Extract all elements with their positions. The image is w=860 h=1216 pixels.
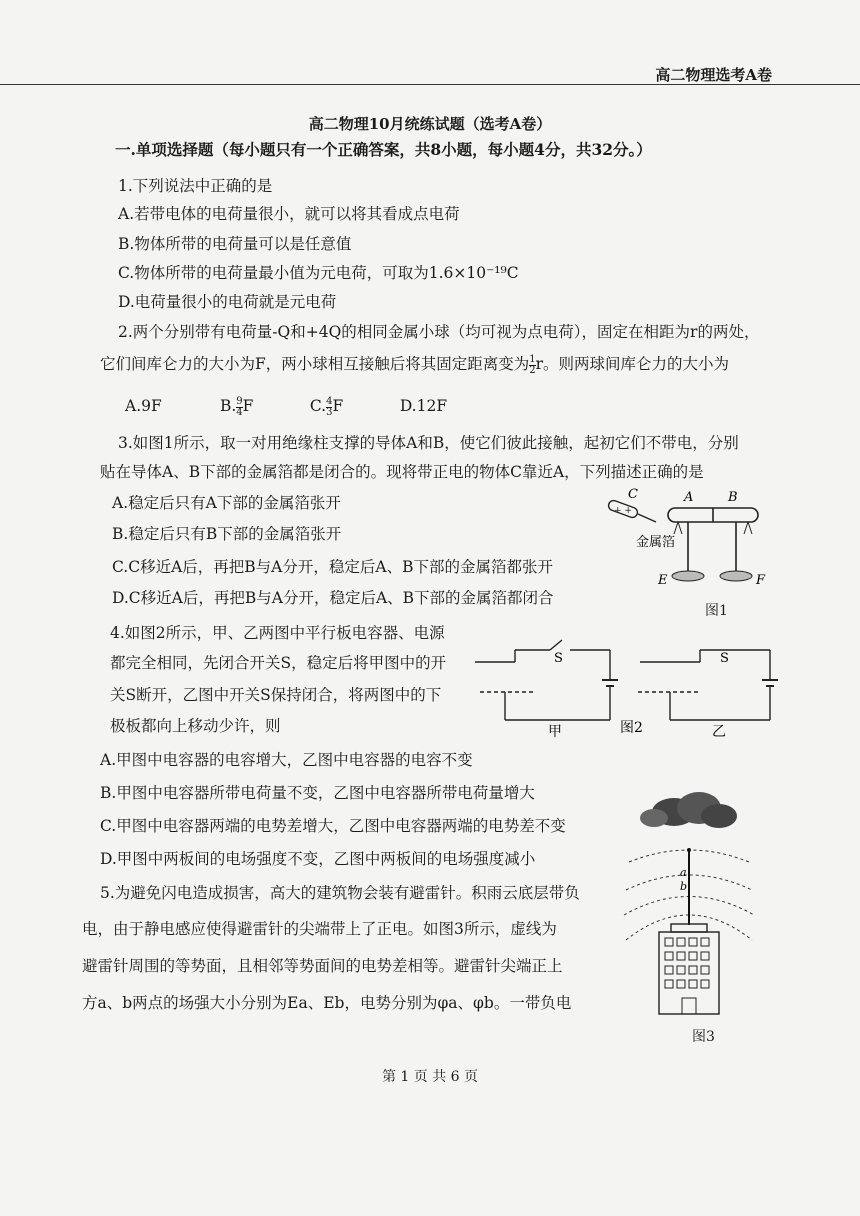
fig1-label-foil: 金属箔 — [636, 535, 676, 550]
q2-option-b — [220, 395, 305, 418]
foil-a — [674, 522, 682, 534]
fig3-caption: 图3 — [692, 1029, 715, 1045]
q1-option-a: A.若带电体的电荷量很小，就可以将其看成点电荷 — [118, 205, 460, 223]
q2-option-c-letter: C. — [309, 397, 327, 415]
q3-line1: 3.如图1所示，取一对用绝缘柱支撑的导体A和B，使它们彼此接触，起初它们不带电，分别 — [118, 434, 739, 452]
q5-line3: 避雷针周围的等势面，且相邻等势面间的电势差相等。避雷针尖端正上 — [82, 957, 563, 975]
q2-line2 — [100, 353, 729, 376]
q2-option-b-unit: F — [242, 397, 254, 415]
q5-line1: 5.为避免闪电造成损害，高大的建筑物会装有避雷针。积雨云底层带负 — [100, 884, 580, 902]
circuit-left — [475, 640, 618, 720]
q2-option-b-den: 4 — [236, 406, 243, 418]
q1-stem: 1.下列说法中正确的是 — [118, 177, 273, 195]
fig1-label-c: C — [628, 487, 638, 502]
q3-option-b: B.稳定后只有B下部的金属箔张开 — [112, 525, 342, 543]
tall-building — [659, 924, 719, 1014]
circuit-right — [638, 650, 778, 720]
q4-line1: 4.如图2所示，甲、乙两图中平行板电容器、电源 — [110, 624, 445, 642]
q2-line1: 2.两个分别带有电荷量-Q和+4Q的相同金属小球（均可视为点电荷），固定在相距为r的两处， — [118, 323, 760, 341]
q4-option-c: C.甲图中电容器两端的电势差增大，乙图中电容器两端的电势差不变 — [100, 817, 566, 835]
figure-1 — [598, 486, 773, 596]
q4-line2: 都完全相同，先闭合开关S，稳定后将甲图中的开 — [110, 654, 447, 672]
page-footer: 第 1 页 共 6 页 — [381, 1069, 479, 1085]
q2-option-c — [310, 395, 395, 418]
q4-line3: 关S断开，乙图中开关S保持闭合，将两图中的下 — [110, 686, 442, 704]
q2-line2-start: 它们间库仑力的大小为F，两小球相互接触后将其固定距离变为 — [100, 355, 530, 373]
fig1-caption: 图1 — [705, 603, 728, 619]
header-rule — [0, 84, 860, 85]
q2-option-a: A.9F — [125, 397, 162, 415]
fig2-switch-left: S — [554, 651, 563, 666]
q3-line2: 贴在导体A、B下部的金属箔都是闭合的。现将带正电的物体C靠近A，下列描述正确的是 — [100, 463, 704, 481]
fig3-label-a: a — [680, 866, 687, 879]
q2-option-c-unit: F — [332, 397, 344, 415]
q2-frac-num: 1 — [529, 353, 536, 365]
q2-option-c-den: 3 — [326, 406, 333, 418]
page-title: 高二物理10月统练试题（选考A卷） — [308, 115, 552, 133]
q2-option-d: D.12F — [399, 397, 448, 415]
q1-option-d: D.电荷量很小的电荷就是元电荷 — [118, 293, 337, 311]
q2-option-b-num: 9 — [236, 395, 243, 407]
q5-line2: 电，由于静电感应使得避雷针的尖端带上了正电。如图3所示，虚线为 — [82, 920, 557, 938]
q2-option-b-letter: B. — [219, 397, 237, 415]
q4-option-d: D.甲图中两板间的电场强度不变，乙图中两板间的电场强度减小 — [100, 850, 536, 868]
q3-option-a: A.稳定后只有A下部的金属箔张开 — [112, 494, 341, 512]
header-badge: 高二物理选考A卷 — [655, 66, 772, 84]
foil-b — [744, 522, 752, 534]
q4-option-a: A.甲图中电容器的电容增大，乙图中电容器的电容不变 — [100, 751, 473, 769]
fig3-label-b: b — [680, 880, 688, 893]
figure-2 — [470, 632, 790, 742]
q3-option-d: D.C移近A后，再把B与A分开，稳定后A、B下部的金属箔都闭合 — [112, 589, 554, 607]
q5-line4: 方a、b两点的场强大小分别为Ea、Eb，电势分别为φa、φb。一带负电 — [82, 994, 572, 1012]
q3-option-c: C.C移近A后，再把B与A分开，稳定后A、B下部的金属箔都张开 — [112, 558, 553, 576]
base-e — [672, 571, 704, 581]
fig2-label-yi: 乙 — [712, 724, 726, 740]
fig2-label-jia: 甲 — [548, 724, 562, 740]
fig1-label-a: A — [684, 490, 694, 505]
fig2-caption: 图2 — [620, 720, 643, 736]
q2-option-c-num: 4 — [326, 395, 333, 407]
figure-3 — [614, 790, 774, 1020]
q2-options — [125, 395, 447, 418]
svg-text:+ +: + + — [614, 506, 632, 516]
q1-option-c: C.物体所带的电荷量最小值为元电荷，可取为1.6×10⁻¹⁹C — [118, 264, 519, 282]
q1-option-b: B.物体所带的电荷量可以是任意值 — [118, 235, 352, 253]
q2-line2-end: r。则两球间库仑力的大小为 — [535, 355, 730, 373]
fig1-label-e: E — [658, 573, 668, 588]
q4-option-b: B.甲图中电容器所带电荷量不变，乙图中电容器所带电荷量增大 — [100, 784, 535, 802]
base-f — [720, 571, 752, 581]
fig1-label-b: B — [728, 490, 738, 505]
charged-rod-c — [607, 499, 656, 522]
fig2-switch-right: S — [720, 651, 729, 666]
q2-frac-den: 2 — [529, 364, 536, 376]
section-heading: 一.单项选择题（每小题只有一个正确答案，共8小题，每小题4分，共32分。） — [115, 140, 652, 159]
fig1-label-f: F — [756, 573, 766, 588]
storm-cloud — [640, 792, 737, 828]
q4-line4: 极板都向上移动少许，则 — [110, 717, 281, 735]
